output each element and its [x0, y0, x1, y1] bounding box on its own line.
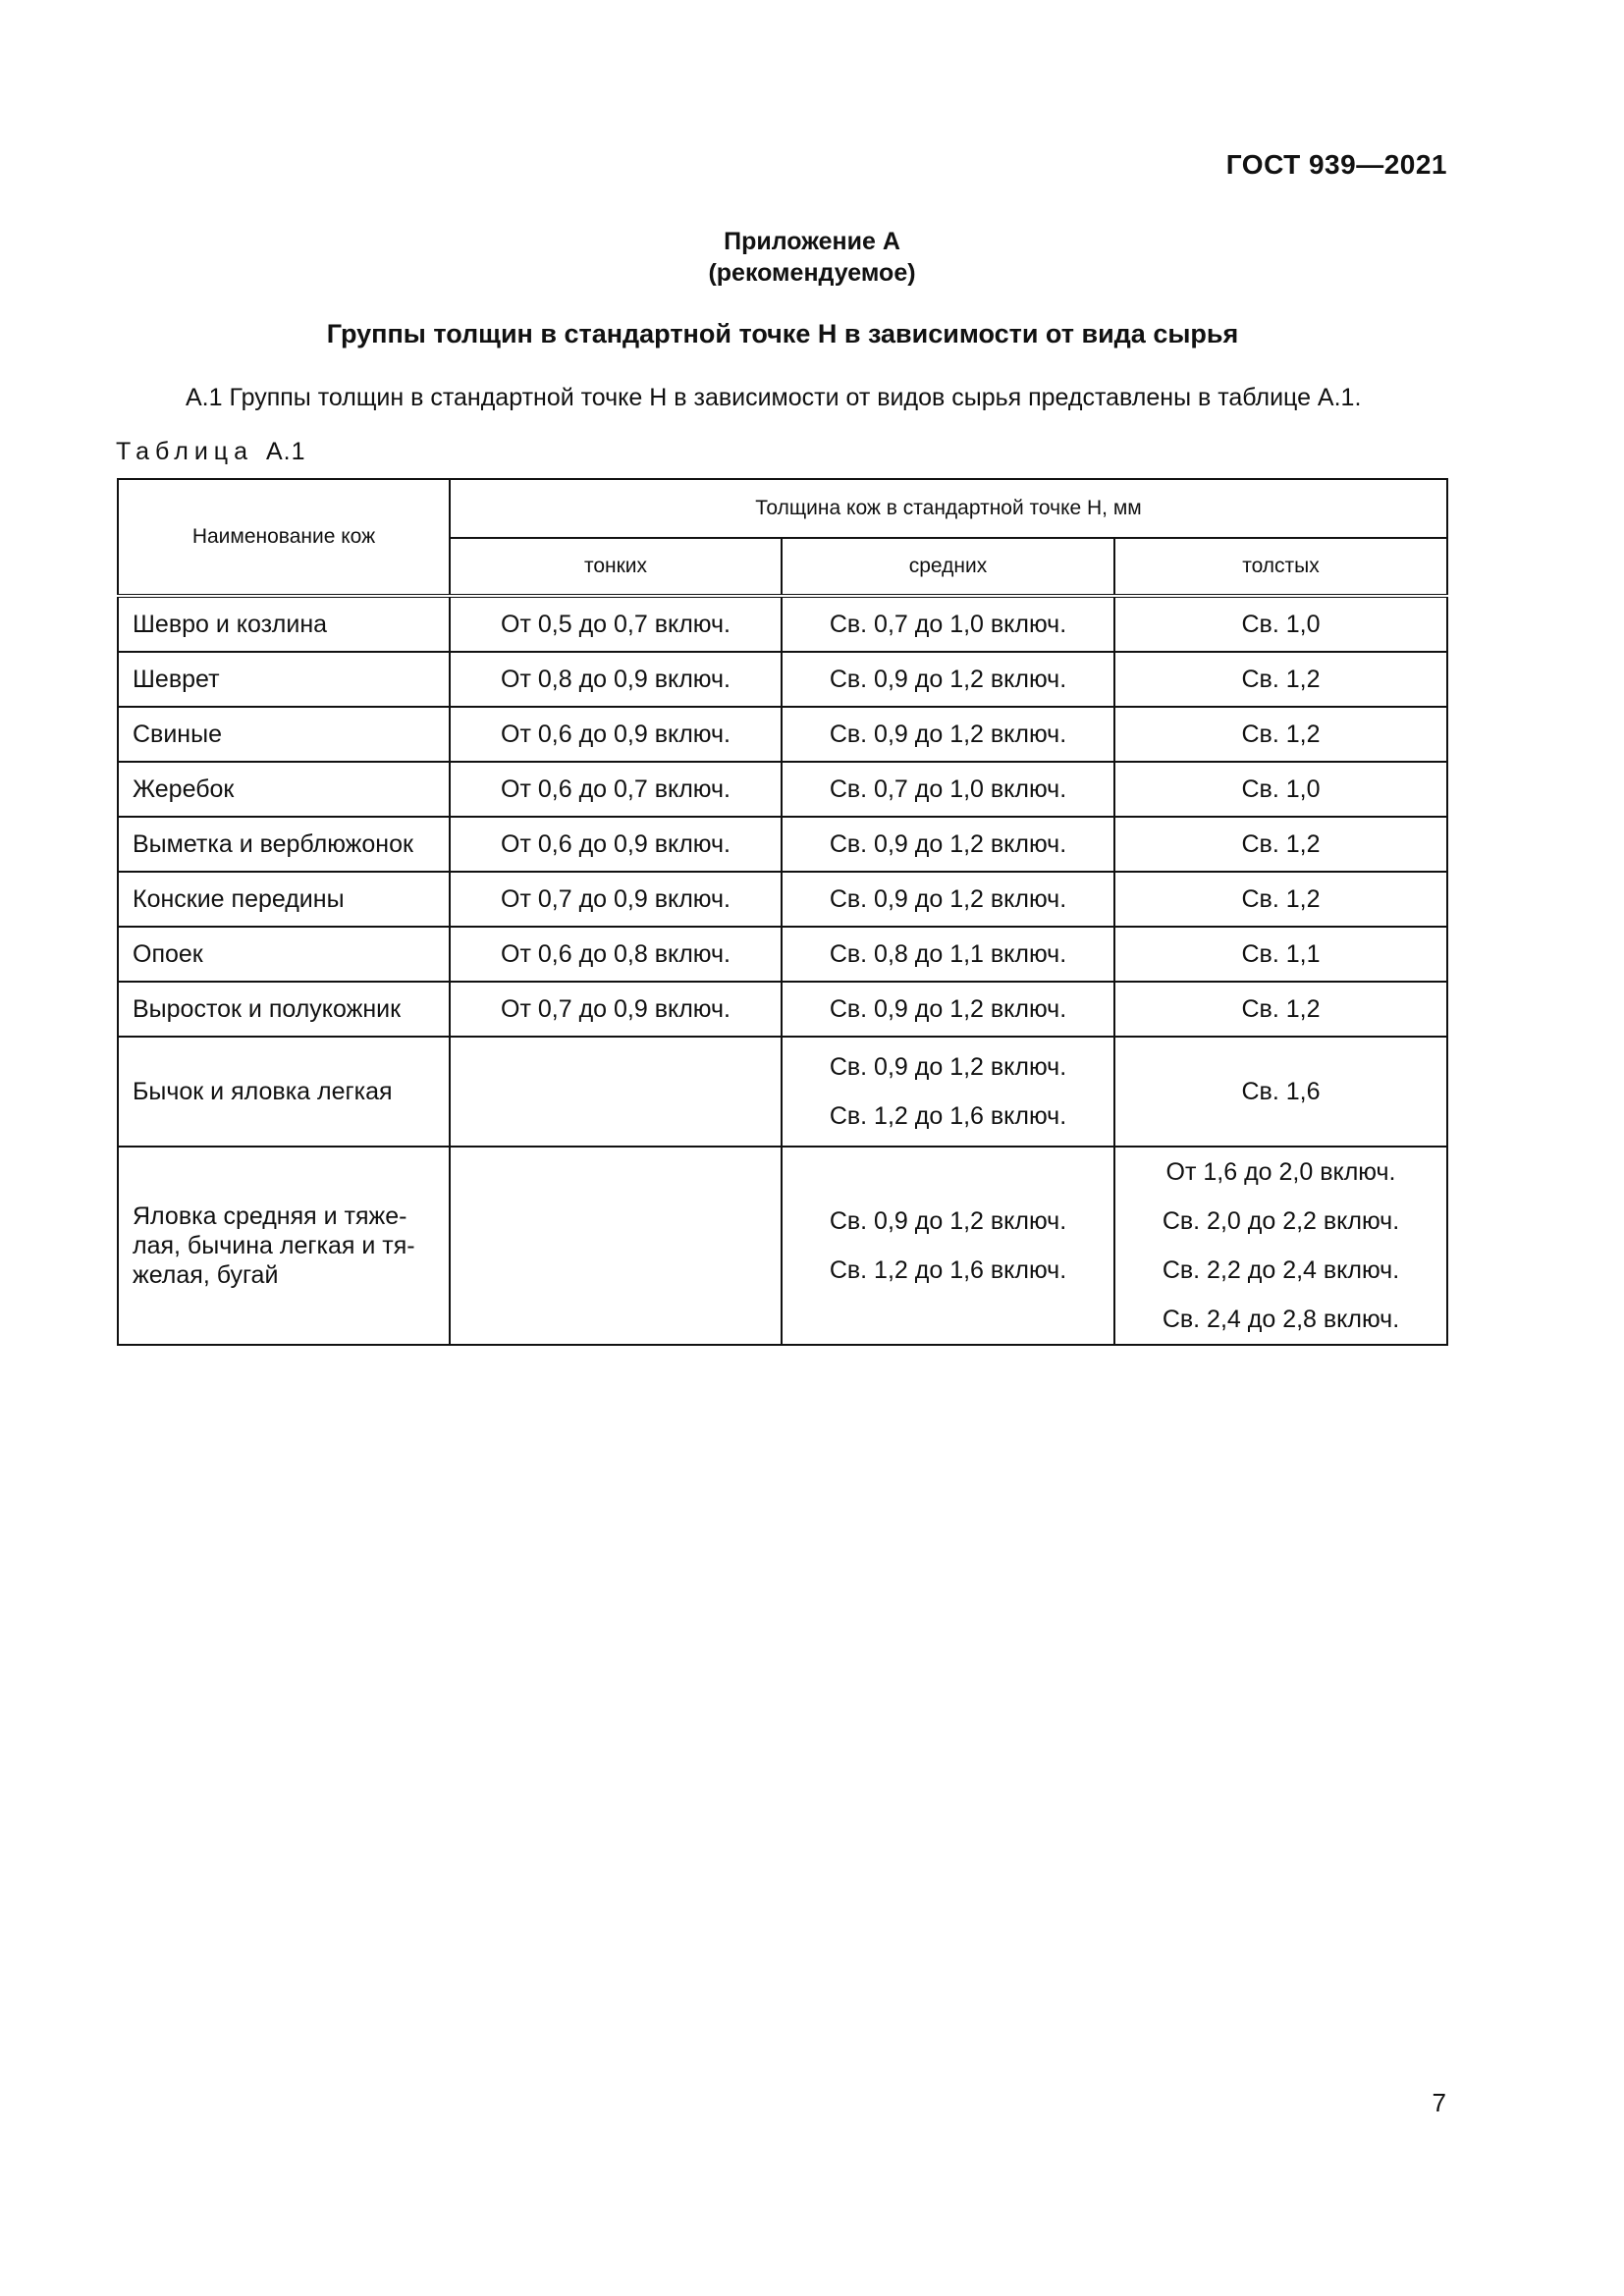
table-row — [118, 927, 1447, 982]
annex-block — [0, 226, 1624, 289]
intro-paragraph: А.1 Группы толщин в стандартной точке Н в зависимости от видов сырья представлены в таблице А.1. — [186, 384, 1362, 411]
document-code: ГОСТ 939—2021 — [1225, 149, 1447, 180]
header-thick: толстых — [1114, 538, 1447, 596]
cell-medium: Св. 0,9 до 1,2 включ. — [782, 817, 1114, 872]
section-heading: Группы толщин в стандартной точке Н в зависимости от вида сырья — [326, 319, 1239, 348]
cell-name: Конские передины — [118, 872, 450, 927]
header-thickness: Толщина кож в стандартной точке Н, мм — [450, 479, 1447, 538]
row-name — [118, 1147, 450, 1345]
row-medium — [782, 1037, 1114, 1147]
cell-name: Шевро и козлина — [118, 596, 450, 652]
row-thick: Св. 1,6 — [1114, 1037, 1447, 1147]
cell-thin: От 0,7 до 0,9 включ. — [450, 982, 782, 1037]
cell-medium: Св. 0,7 до 1,0 включ. — [782, 762, 1114, 817]
table-row — [118, 652, 1447, 707]
cell-name: Выметка и верблюжонок — [118, 817, 450, 872]
table-row-yalovka — [118, 1147, 1447, 1345]
table-row — [118, 762, 1447, 817]
cell-medium: Св. 0,9 до 1,2 включ. — [782, 652, 1114, 707]
cell-thin: От 0,6 до 0,9 включ. — [450, 817, 782, 872]
cell-thick: Св. 1,0 — [1114, 596, 1447, 652]
cell-thick: Св. 1,0 — [1114, 762, 1447, 817]
table-header-row — [118, 479, 1447, 538]
row-medium — [782, 1147, 1114, 1345]
row-thin — [450, 1147, 782, 1345]
header-thin: тонких — [450, 538, 782, 596]
cell-name: Выросток и полукожник — [118, 982, 450, 1037]
cell-thin: От 0,6 до 0,8 включ. — [450, 927, 782, 982]
table-row-bychok — [118, 1037, 1447, 1147]
cell-name: Опоек — [118, 927, 450, 982]
header-name: Наименование кож — [118, 479, 450, 596]
medium-range: Св. 1,2 до 1,6 включ. — [829, 1102, 1067, 1130]
cell-name: Шеврет — [118, 652, 450, 707]
table-row — [118, 707, 1447, 762]
name-line: лая, бычина легкая и тя- — [133, 1232, 415, 1259]
cell-thin: От 0,6 до 0,7 включ. — [450, 762, 782, 817]
cell-thin: От 0,5 до 0,7 включ. — [450, 596, 782, 652]
medium-range: Св. 1,2 до 1,6 включ. — [829, 1256, 1067, 1284]
annex-title: Приложение А — [724, 228, 900, 255]
medium-range: Св. 0,9 до 1,2 включ. — [829, 1207, 1067, 1235]
cell-medium: Св. 0,9 до 1,2 включ. — [782, 707, 1114, 762]
thick-range: Св. 2,0 до 2,2 включ. — [1162, 1207, 1400, 1235]
name-line: Яловка средняя и тяже- — [133, 1202, 407, 1230]
cell-thick: Св. 1,2 — [1114, 707, 1447, 762]
cell-name: Жеребок — [118, 762, 450, 817]
thickness-table — [117, 478, 1448, 1346]
cell-medium: Св. 0,8 до 1,1 включ. — [782, 927, 1114, 982]
header-medium: средних — [782, 538, 1114, 596]
annex-status: (рекомендуемое) — [708, 259, 916, 287]
thick-range: Св. 2,2 до 2,4 включ. — [1162, 1256, 1400, 1284]
cell-thin: От 0,6 до 0,9 включ. — [450, 707, 782, 762]
medium-range: Св. 0,9 до 1,2 включ. — [829, 1053, 1067, 1081]
table-caption — [116, 438, 306, 466]
cell-name: Свиные — [118, 707, 450, 762]
page-number: 7 — [1432, 2088, 1446, 2117]
row-thick — [1114, 1147, 1447, 1345]
cell-thick: Св. 1,1 — [1114, 927, 1447, 982]
table-row — [118, 596, 1447, 652]
row-name: Бычок и яловка легкая — [118, 1037, 450, 1147]
table-caption-word: Таблица — [116, 438, 254, 465]
cell-medium: Св. 0,9 до 1,2 включ. — [782, 982, 1114, 1037]
cell-thick: Св. 1,2 — [1114, 817, 1447, 872]
thick-range: Св. 2,4 до 2,8 включ. — [1162, 1306, 1400, 1333]
thick-range: От 1,6 до 2,0 включ. — [1165, 1158, 1396, 1186]
table-row — [118, 817, 1447, 872]
table-row — [118, 872, 1447, 927]
cell-medium: Св. 0,9 до 1,2 включ. — [782, 872, 1114, 927]
cell-thin: От 0,8 до 0,9 включ. — [450, 652, 782, 707]
table-caption-number: А.1 — [265, 438, 306, 465]
cell-thick: Св. 1,2 — [1114, 652, 1447, 707]
cell-thin: От 0,7 до 0,9 включ. — [450, 872, 782, 927]
cell-thick: Св. 1,2 — [1114, 872, 1447, 927]
cell-medium: Св. 0,7 до 1,0 включ. — [782, 596, 1114, 652]
table-row — [118, 982, 1447, 1037]
name-line: желая, бугай — [133, 1261, 279, 1289]
cell-thick: Св. 1,2 — [1114, 982, 1447, 1037]
row-thin — [450, 1037, 782, 1147]
